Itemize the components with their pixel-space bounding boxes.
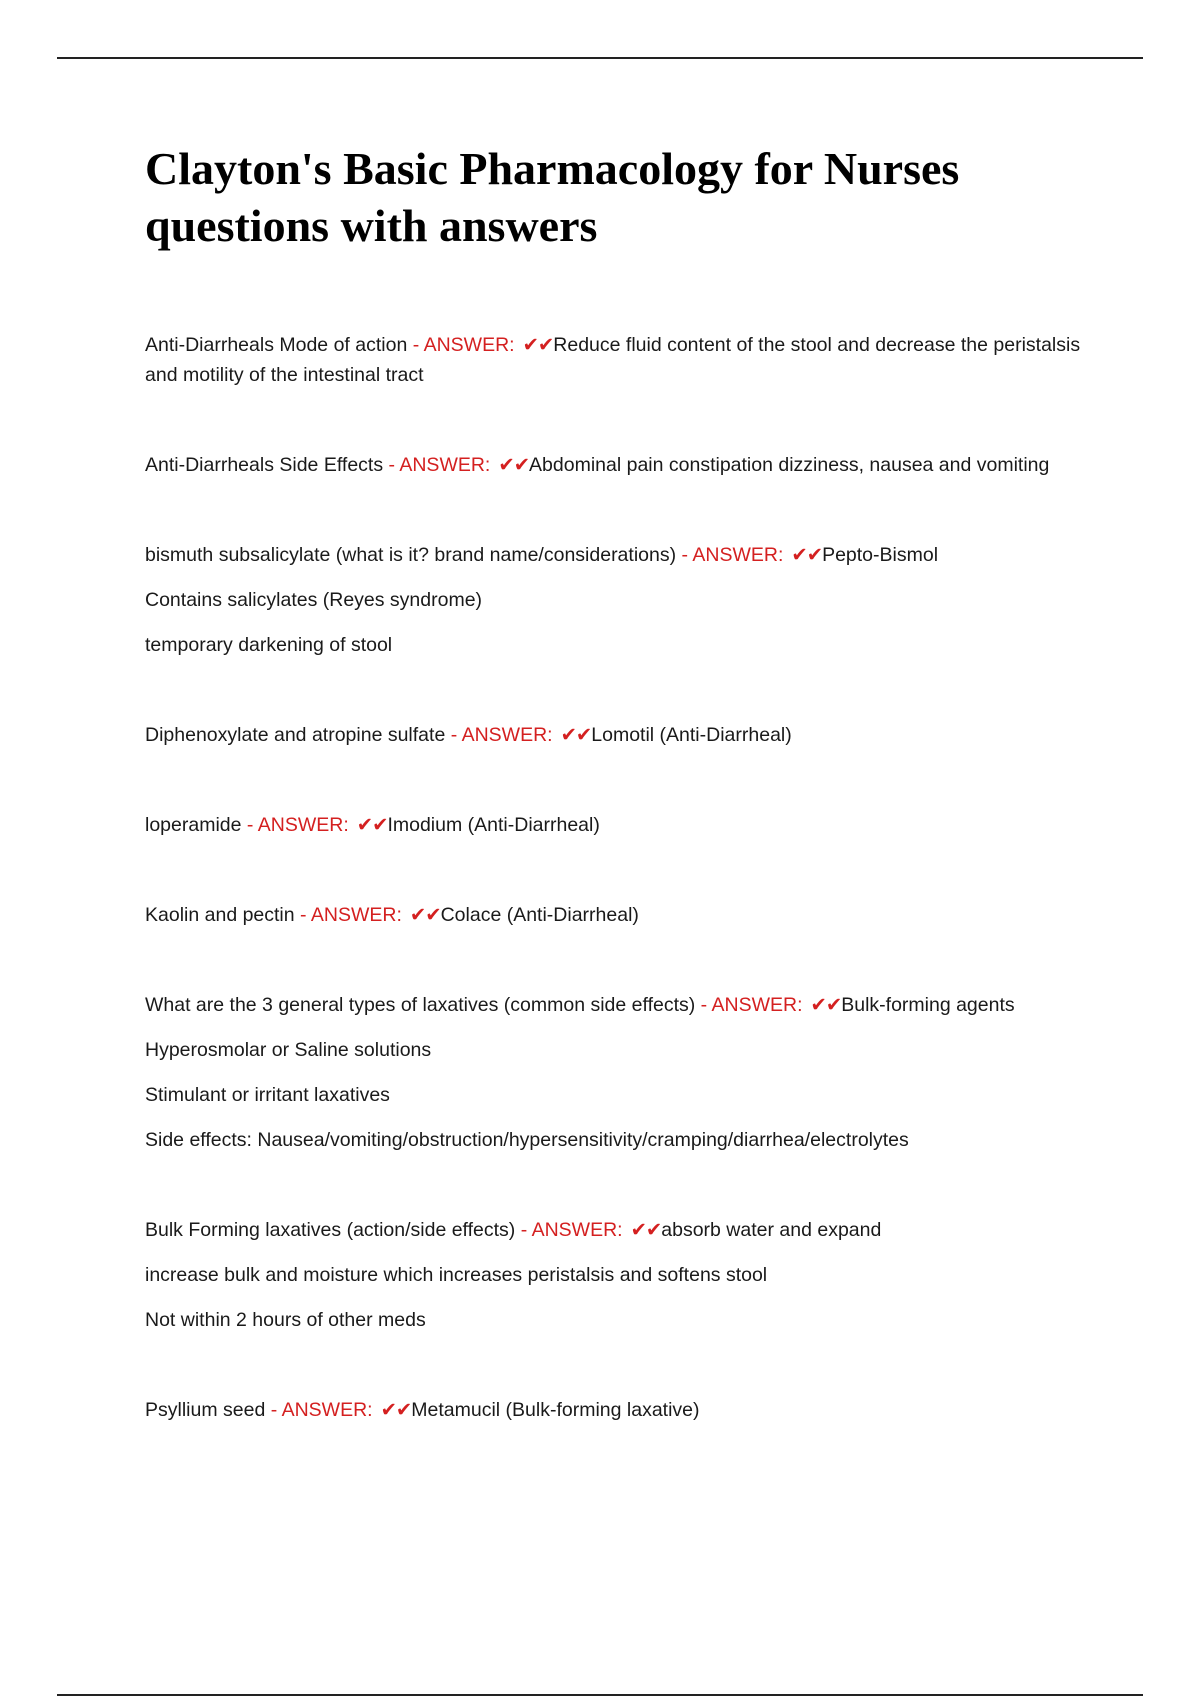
answer-separator: - — [383, 454, 400, 476]
qa-line — [145, 810, 1105, 840]
answer-text: Metamucil (Bulk-forming laxative) — [411, 1399, 700, 1421]
answer-text: Pepto-Bismol — [822, 544, 939, 566]
check-icon: ✔✔ — [791, 544, 823, 566]
check-icon: ✔✔ — [522, 334, 554, 356]
answer-extra-line: increase bulk and moisture which increases peristalsis and softens stool — [145, 1264, 768, 1286]
answer-extra-line: Contains salicylates (Reyes syndrome) — [145, 589, 483, 611]
document-title: Clayton's Basic Pharmacology for Nurses questions with answers — [145, 143, 960, 251]
answer-separator: - — [265, 1399, 282, 1421]
qa-item — [145, 450, 1105, 480]
answer-label: ANSWER: — [461, 724, 553, 746]
check-icon: ✔✔ — [810, 994, 842, 1016]
check-icon: ✔✔ — [356, 814, 388, 836]
qa-item — [145, 720, 1105, 750]
qa-item — [145, 900, 1105, 930]
answer-text: Abdominal pain constipation dizziness, nausea and vomiting — [529, 454, 1050, 476]
answer-separator: - — [407, 334, 424, 356]
document-body — [145, 140, 1105, 1485]
question-text: Anti-Diarrheals Mode of action — [145, 334, 408, 356]
qa-line — [145, 450, 1105, 480]
answer-label: ANSWER: — [711, 994, 803, 1016]
answer-label: ANSWER: — [531, 1219, 623, 1241]
answer-label: ANSWER: — [281, 1399, 373, 1421]
question-text: bismuth subsalicylate (what is it? brand name/considerations) — [145, 544, 677, 566]
answer-separator: - — [695, 994, 712, 1016]
answer-extra-line: Not within 2 hours of other meds — [145, 1309, 426, 1331]
answer-label: ANSWER: — [310, 904, 402, 926]
answer-extra-line: Stimulant or irritant laxatives — [145, 1084, 390, 1106]
question-text: loperamide — [145, 814, 242, 836]
answer-text: Reduce fluid content of the stool and decrease the peristalsis and motility of the intestinal tract — [145, 334, 1081, 386]
qa-item — [145, 330, 1105, 390]
qa-item — [145, 540, 1105, 660]
qa-item — [145, 810, 1105, 840]
check-icon: ✔✔ — [380, 1399, 412, 1421]
check-icon: ✔✔ — [498, 454, 530, 476]
answer-label: ANSWER: — [257, 814, 349, 836]
answer-extra-line: Side effects: Nausea/vomiting/obstruction/hypersensitivity/cramping/diarrhea/electrolytes — [145, 1129, 909, 1151]
check-icon: ✔✔ — [630, 1219, 662, 1241]
answer-text: absorb water and expand — [661, 1219, 882, 1241]
question-text: Diphenoxylate and atropine sulfate — [145, 724, 446, 746]
question-text: Kaolin and pectin — [145, 904, 295, 926]
qa-line — [145, 990, 1105, 1020]
answer-text: Bulk-forming agents — [841, 994, 1015, 1016]
qa-line — [145, 1395, 1105, 1425]
answer-extra-line: temporary darkening of stool — [145, 634, 393, 656]
answer-extra-line: Hyperosmolar or Saline solutions — [145, 1039, 432, 1061]
question-text: Psyllium seed — [145, 1399, 266, 1421]
qa-line — [145, 900, 1105, 930]
question-text: What are the 3 general types of laxatives (common side effects) — [145, 994, 696, 1016]
answer-separator: - — [241, 814, 258, 836]
answer-label: ANSWER: — [423, 334, 515, 356]
answer-text: Imodium (Anti-Diarrheal) — [387, 814, 600, 836]
check-icon: ✔✔ — [409, 904, 441, 926]
qa-item — [145, 1395, 1105, 1425]
answer-label: ANSWER: — [692, 544, 784, 566]
answer-text: Colace (Anti-Diarrheal) — [440, 904, 639, 926]
qa-item — [145, 1215, 1105, 1335]
answer-separator: - — [515, 1219, 532, 1241]
qa-line — [145, 540, 1105, 570]
answer-separator: - — [445, 724, 462, 746]
qa-list — [145, 330, 1105, 1425]
qa-line — [145, 1215, 1105, 1245]
qa-line — [145, 720, 1105, 750]
qa-line — [145, 330, 1105, 390]
answer-separator: - — [676, 544, 693, 566]
answer-label: ANSWER: — [399, 454, 491, 476]
answer-text: Lomotil (Anti-Diarrheal) — [591, 724, 792, 746]
answer-separator: - — [294, 904, 311, 926]
qa-item — [145, 990, 1105, 1155]
question-text: Anti-Diarrheals Side Effects — [145, 454, 384, 476]
question-text: Bulk Forming laxatives (action/side effects) — [145, 1219, 516, 1241]
check-icon: ✔✔ — [560, 724, 592, 746]
top-rule — [57, 57, 1143, 59]
bottom-rule — [57, 1694, 1143, 1696]
